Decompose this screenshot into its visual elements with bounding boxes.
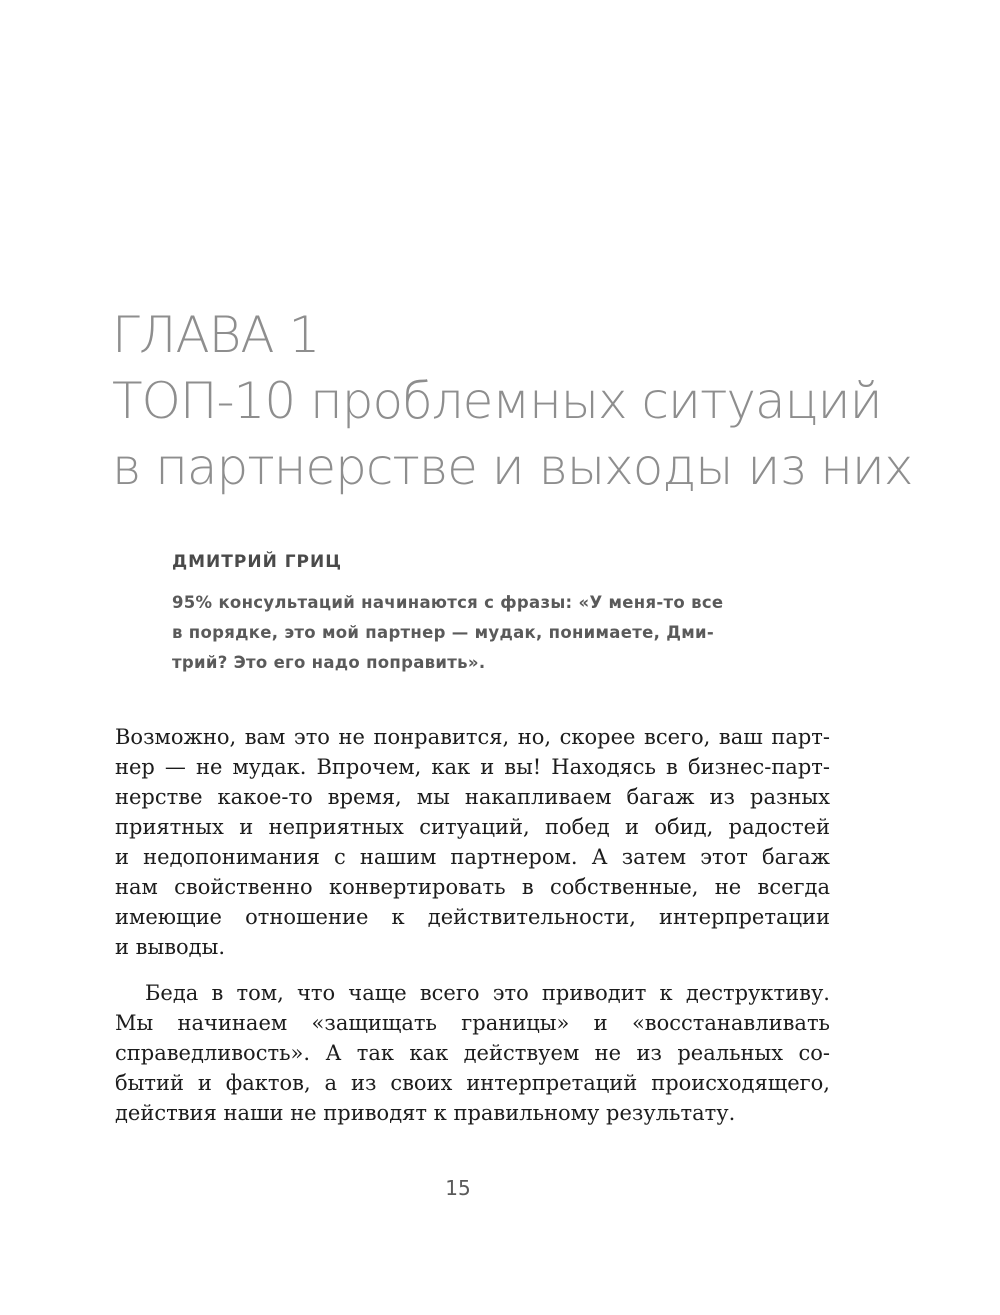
epigraph-line: трий? Это его надо поправить».	[172, 653, 486, 672]
epigraph-quote	[172, 588, 752, 678]
paragraph-2	[115, 978, 830, 1128]
text-line: и выводы.	[115, 935, 225, 959]
text-line: Возможно, вам это не понравится, но, скорее всего, ваш парт-	[115, 725, 830, 749]
text-line: и недопонимания с нашим партнером. А затем этот багаж	[115, 845, 830, 869]
chapter-heading	[112, 302, 912, 500]
text-line: Мы начинаем «защищать границы» и «восстанавливать	[115, 1011, 830, 1035]
text-line: имеющие отношение к действительности, интерпретации	[115, 905, 830, 929]
text-line: нер — не мудак. Впрочем, как и вы! Находясь в бизнес-парт-	[115, 755, 830, 779]
chapter-title-line: в партнерстве и выходы из них	[112, 438, 913, 496]
page-number: 15	[445, 1176, 471, 1200]
epigraph-author: ДМИТРИЙ ГРИЦ	[172, 552, 343, 572]
text-line: приятных и неприятных ситуаций, побед и обид, радостей	[115, 815, 830, 839]
epigraph-line: в порядке, это мой партнер — мудак, понимаете, Дми-	[172, 623, 714, 642]
chapter-label: ГЛАВА 1	[112, 306, 320, 364]
text-line: нам свойственно конвертировать в собственные, не всегда	[115, 875, 830, 899]
text-line: нерстве какое-то время, мы накапливаем багаж из разных	[115, 785, 830, 809]
paragraph-1	[115, 722, 830, 962]
text-line: действия наши не приводят к правильному результату.	[115, 1101, 736, 1125]
text-line: бытий и фактов, а из своих интерпретаций происходящего,	[115, 1071, 830, 1095]
epigraph	[172, 552, 752, 678]
epigraph-line: 95% консультаций начинаются с фразы: «У меня-то все	[172, 593, 724, 612]
text-line: Беда в том, что чаще всего это приводит к деструктиву.	[145, 981, 830, 1005]
body-text	[115, 722, 830, 1144]
text-line: справедливость». А так как действуем не из реальных со-	[115, 1041, 830, 1065]
chapter-title-line: ТОП-10 проблемных ситуаций	[112, 372, 882, 430]
